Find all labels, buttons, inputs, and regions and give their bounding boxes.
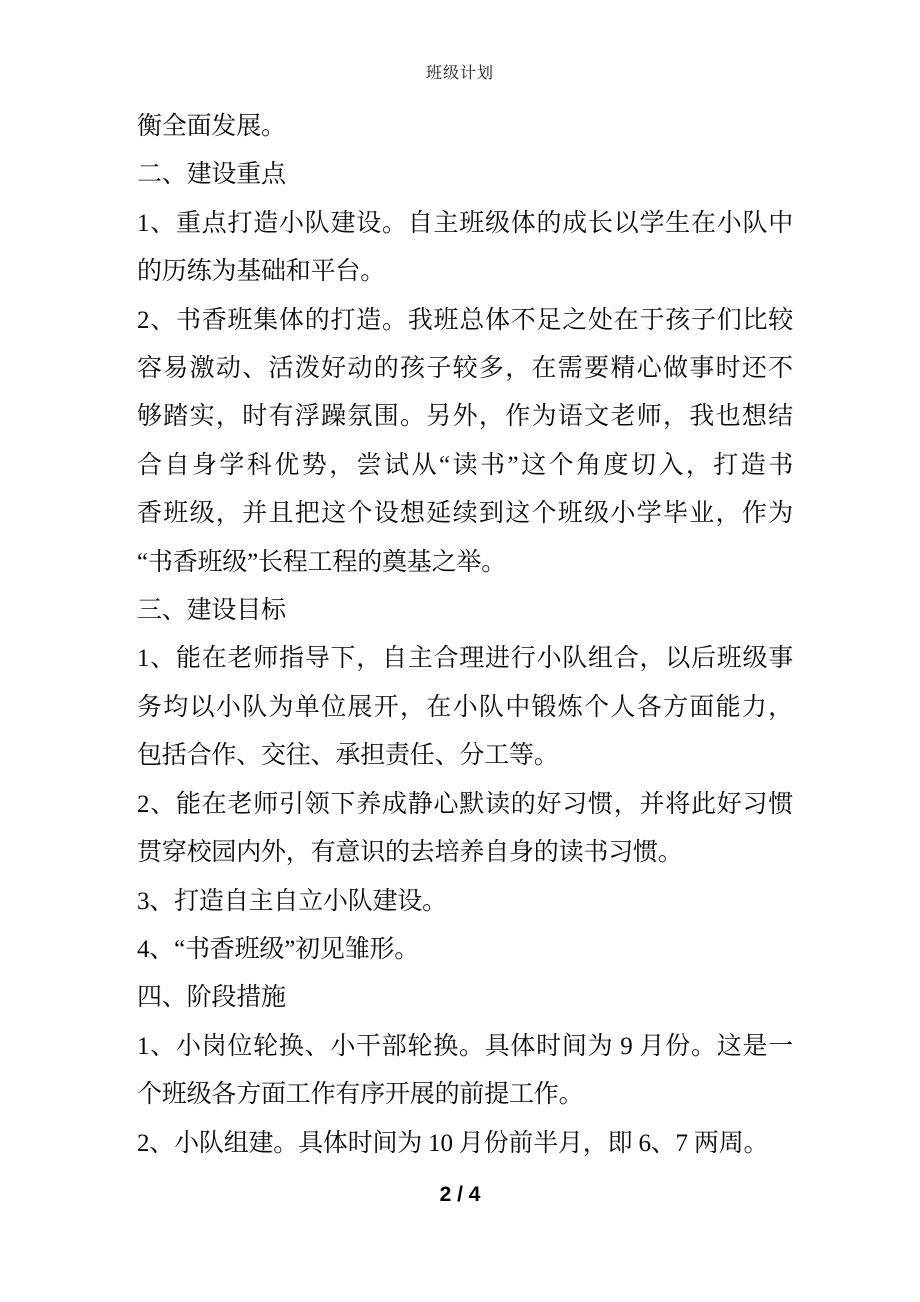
text-line: 2、小队组建。具体时间为 10 月份前半月，即 6、7 两周。: [137, 1129, 769, 1157]
text-line: 4、“书香班级”初见雏形。: [137, 935, 420, 963]
text-line: 务均以小队为单位展开，在小队中锻炼个人各方面能力，: [137, 693, 793, 721]
paragraph: [137, 103, 793, 151]
text-line: 容易激动、活泼好动的孩子较多，在需要精心做事时还不: [137, 355, 793, 383]
paragraph: [137, 1023, 793, 1120]
document-footer: [0, 1183, 920, 1207]
paragraph: [137, 200, 793, 297]
text-line: 1、能在老师指导下，自主合理进行小队组合，以后班级事: [137, 645, 793, 673]
text-line: 1、小岗位轮换、小干部轮换。具体时间为 9 月份。这是一: [137, 1032, 793, 1060]
text-line: 四、阶段措施: [137, 984, 286, 1012]
text-line: 衡全面发展。: [137, 113, 286, 140]
paragraph: [137, 297, 793, 587]
document-body: [137, 103, 793, 1168]
paragraph: [137, 587, 793, 635]
text-line: 够踏实，时有浮躁氛围。另外，作为语文老师，我也想结: [137, 403, 793, 431]
text-line: 3、打造自主自立小队建设。: [137, 887, 447, 915]
paragraph: [137, 974, 793, 1022]
text-line: 三、建设目标: [137, 597, 286, 625]
header-title: 班级计划: [425, 65, 494, 82]
text-line: 2、书香班集体的打造。我班总体不足之处在于孩子们比较: [137, 306, 793, 334]
text-line: 香班级，并且把这个设想延续到这个班级小学毕业，作为: [137, 500, 793, 528]
text-line: 的历练为基础和平台。: [137, 258, 386, 286]
text-line: 包括合作、交往、承担责任、分工等。: [137, 742, 559, 770]
paragraph: [137, 878, 793, 926]
text-line: 个班级各方面工作有序开展的前提工作。: [137, 1081, 584, 1109]
paragraph: [137, 151, 793, 199]
document-header: [0, 60, 920, 83]
paragraph: [137, 926, 793, 974]
text-line: 2、能在老师引领下养成静心默读的好习惯，并将此好习惯: [137, 790, 793, 818]
text-line: 二、建设重点: [137, 161, 286, 189]
page-number: 2 / 4: [439, 1183, 481, 1206]
text-line: 合自身学科优势，尝试从“读书”这个角度切入，打造书: [137, 451, 793, 479]
paragraph: [137, 781, 793, 878]
text-line: “书香班级”长程工程的奠基之举。: [137, 548, 506, 576]
text-line: 1、重点打造小队建设。自主班级体的成长以学生在小队中: [137, 209, 793, 237]
text-line: 贯穿校园内外，有意识的去培养自身的读书习惯。: [137, 839, 683, 867]
paragraph: [137, 1120, 793, 1168]
paragraph: [137, 635, 793, 780]
